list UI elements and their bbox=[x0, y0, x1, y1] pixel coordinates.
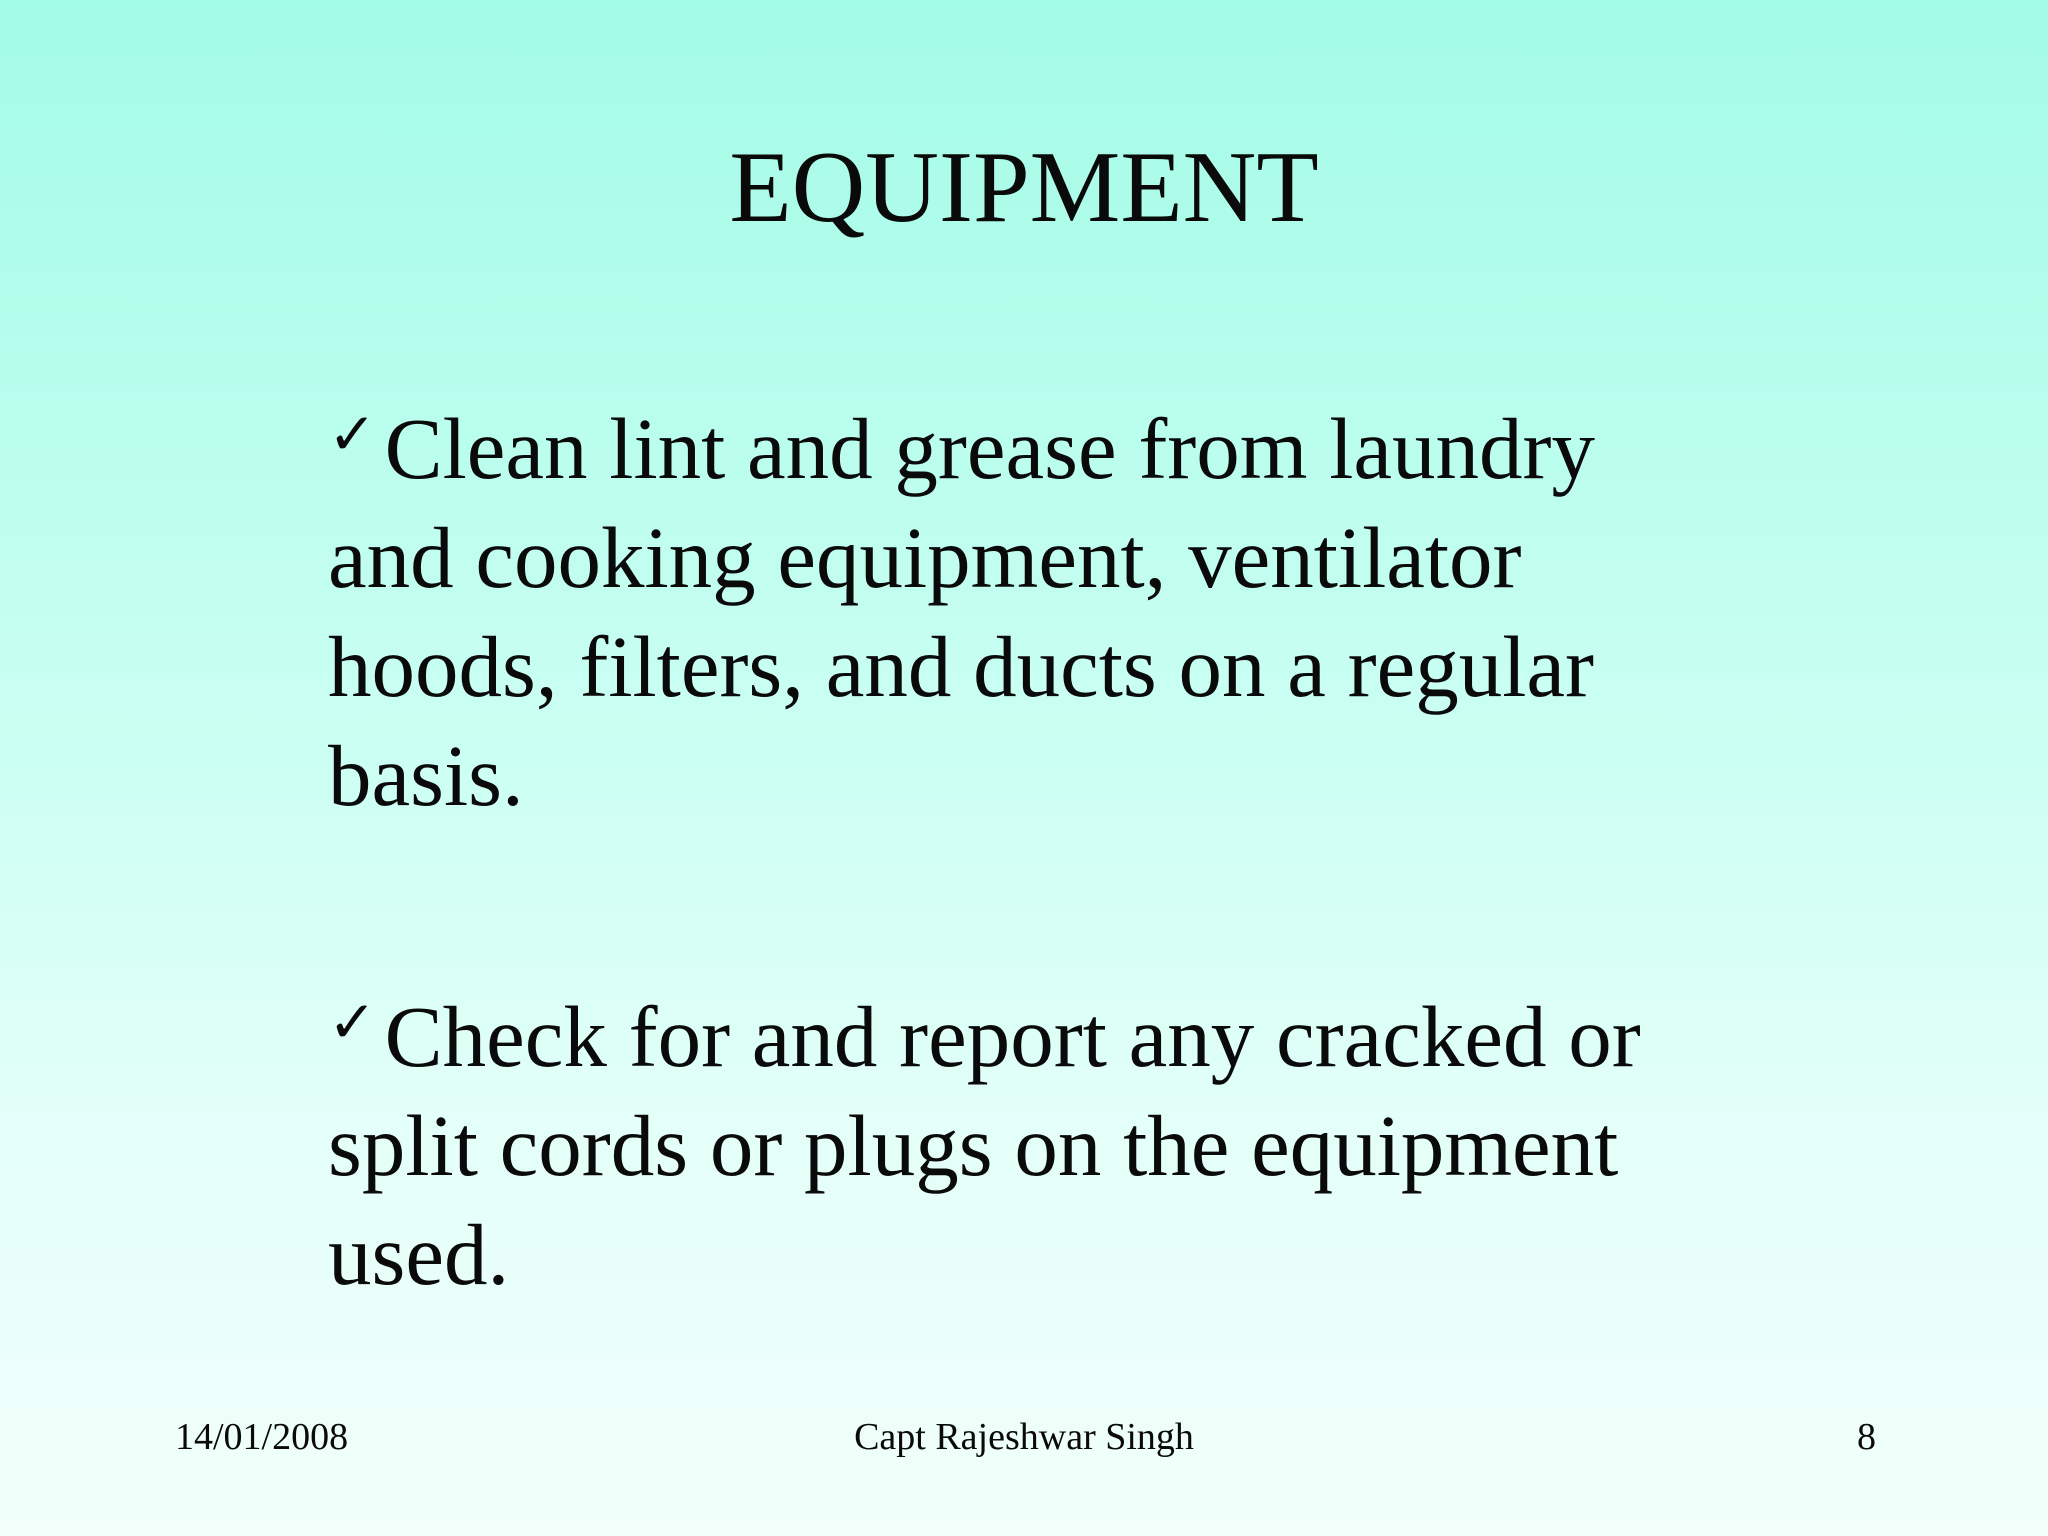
bullet-item: ✓Check for and report any cracked or split cords or plugs on the equipment used. bbox=[328, 987, 1641, 1303]
footer-author: Capt Rajeshwar Singh bbox=[854, 1416, 1194, 1458]
bullet-text: Clean lint and grease from laundry and cooking equipment, ventilator hoods, filters, and ducts on a regular basis. bbox=[328, 400, 1595, 824]
footer-date: 14/01/2008 bbox=[175, 1416, 349, 1458]
page-number: 8 bbox=[1857, 1416, 1876, 1458]
bullet-text: Check for and report any cracked or split cords or plugs on the equipment used. bbox=[328, 988, 1641, 1303]
slide-title: EQUIPMENT bbox=[729, 131, 1319, 244]
bullet-list bbox=[328, 394, 1708, 1309]
bullet-item: ✓Clean lint and grease from laundry and cooking equipment, ventilator hoods, filters, and ducts on a regular basis. bbox=[328, 399, 1595, 824]
